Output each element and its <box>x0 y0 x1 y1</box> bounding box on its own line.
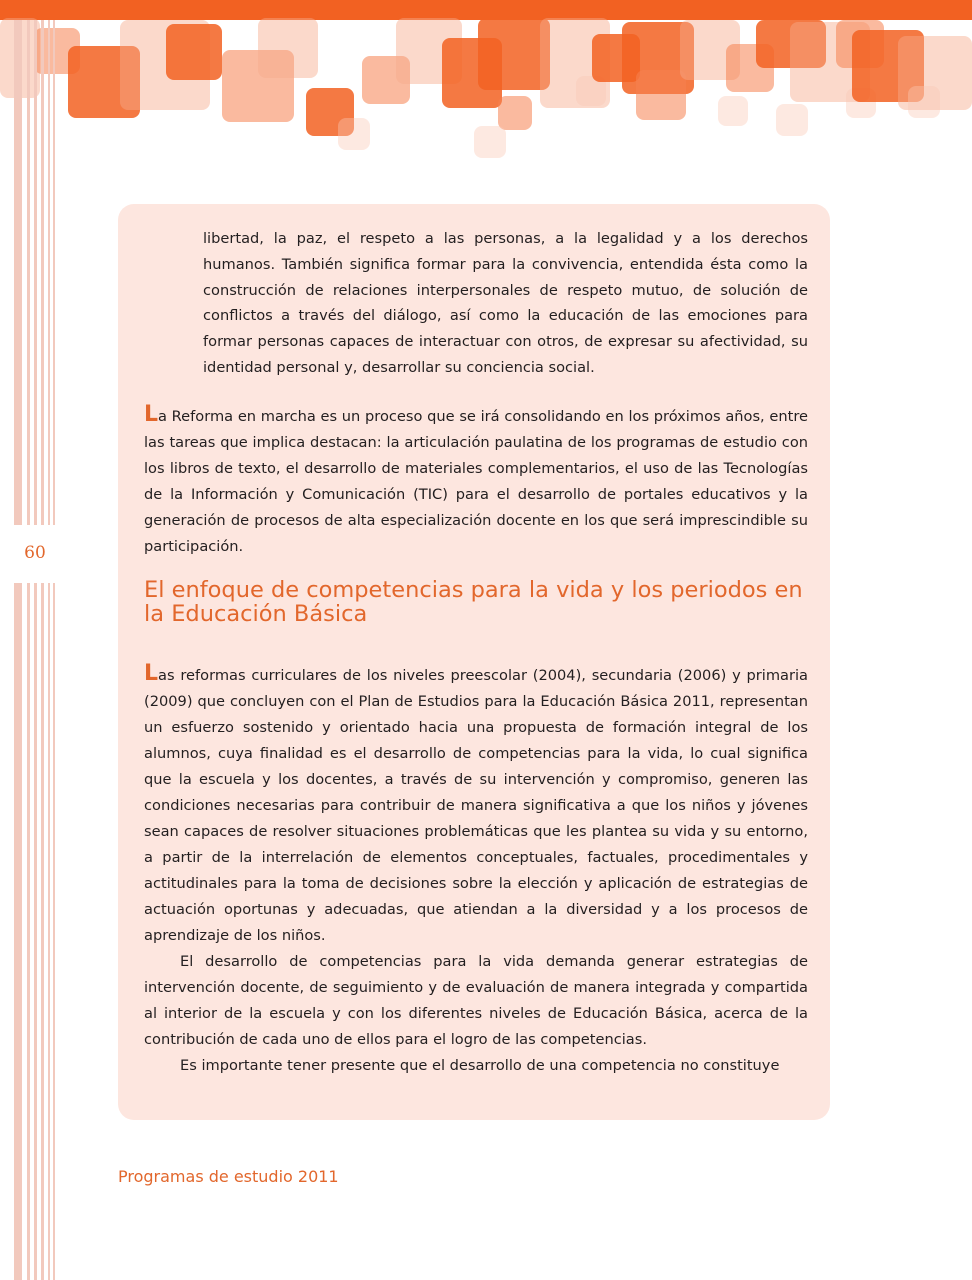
left-stripes <box>0 20 60 1280</box>
header-decoration <box>0 0 972 170</box>
dropcap: L <box>144 661 159 686</box>
section-heading: El enfoque de competencias para la vida y los periodos en la Educación Básica <box>144 577 803 627</box>
paragraph-reforma <box>144 404 808 560</box>
quote-text: libertad, la paz, el respeto a las personas, a la legalidad y a los derechos humanos. También significa formar para la convivencia, entendida ésta como la construcción de relaciones interpersonales de respeto mutuo, de solución de conflictos a través del diálogo, así como la educación de las emociones para formar personas capaces de interactuar con otros, de expresar su afectividad, su identidad personal y, desarrollar su conciencia social. <box>203 230 808 376</box>
paragraph-text: as reformas curriculares de los niveles preescolar (2004), secundaria (2006) y primaria (2009) que concluyen con el Plan de Estudios para la Educación Básica 2011, representan un esfuerzo sostenido y orientado hacia una propuesta de formación integral de los alumnos, cuya finalidad es el desarrollo de competencias para la vida, lo cual significa que la escuela y los docentes, a través de su intervención y compromiso, generen las condiciones necesarias para contribuir de manera significativa a que los niños y jóvenes sean capaces de resolver situaciones problemáticas que les plantea su vida y su entorno, a partir de la interrelación de elementos conceptuales, factuales, procedimentales y actitudinales para la toma de decisiones sobre la elección y aplicación de estrategias de actuación oportunas y adecuadas, que atiendan a la diversidad y a los procesos de aprendizaje de los niños. <box>144 667 808 944</box>
paragraph-desarrollo: El desarrollo de competencias para la vida demanda generar estrategias de intervención docente, de seguimiento y de evaluación de manera integrada y compartida al interior de la escuela y con los diferentes niveles de Educación Básica, acerca de la contribución de cada uno de ellos para el logro de las competencias. <box>144 953 808 1048</box>
dropcap: L <box>144 402 159 427</box>
paragraph-text: a Reforma en marcha es un proceso que se irá consolidando en los próximos años, entre las tareas que implica destacan: la articulación paulatina de los programas de estudio con los libros de texto, el desarrollo de materiales complementarios, el uso de las Tecnologías de la Información y Comunicación (TIC) para el desarrollo de portales educativos y la generación de procesos de alta especialización docente en los que será imprescindible su participación. <box>144 408 808 555</box>
footer-title: Programas de estudio 2011 <box>118 1167 339 1186</box>
paragraph-reformas-curriculares <box>144 663 808 1079</box>
paragraph-importante: Es importante tener presente que el desarrollo de una competencia no constituye <box>180 1057 780 1074</box>
page-number: 60 <box>24 543 46 563</box>
indented-quote <box>203 226 808 381</box>
